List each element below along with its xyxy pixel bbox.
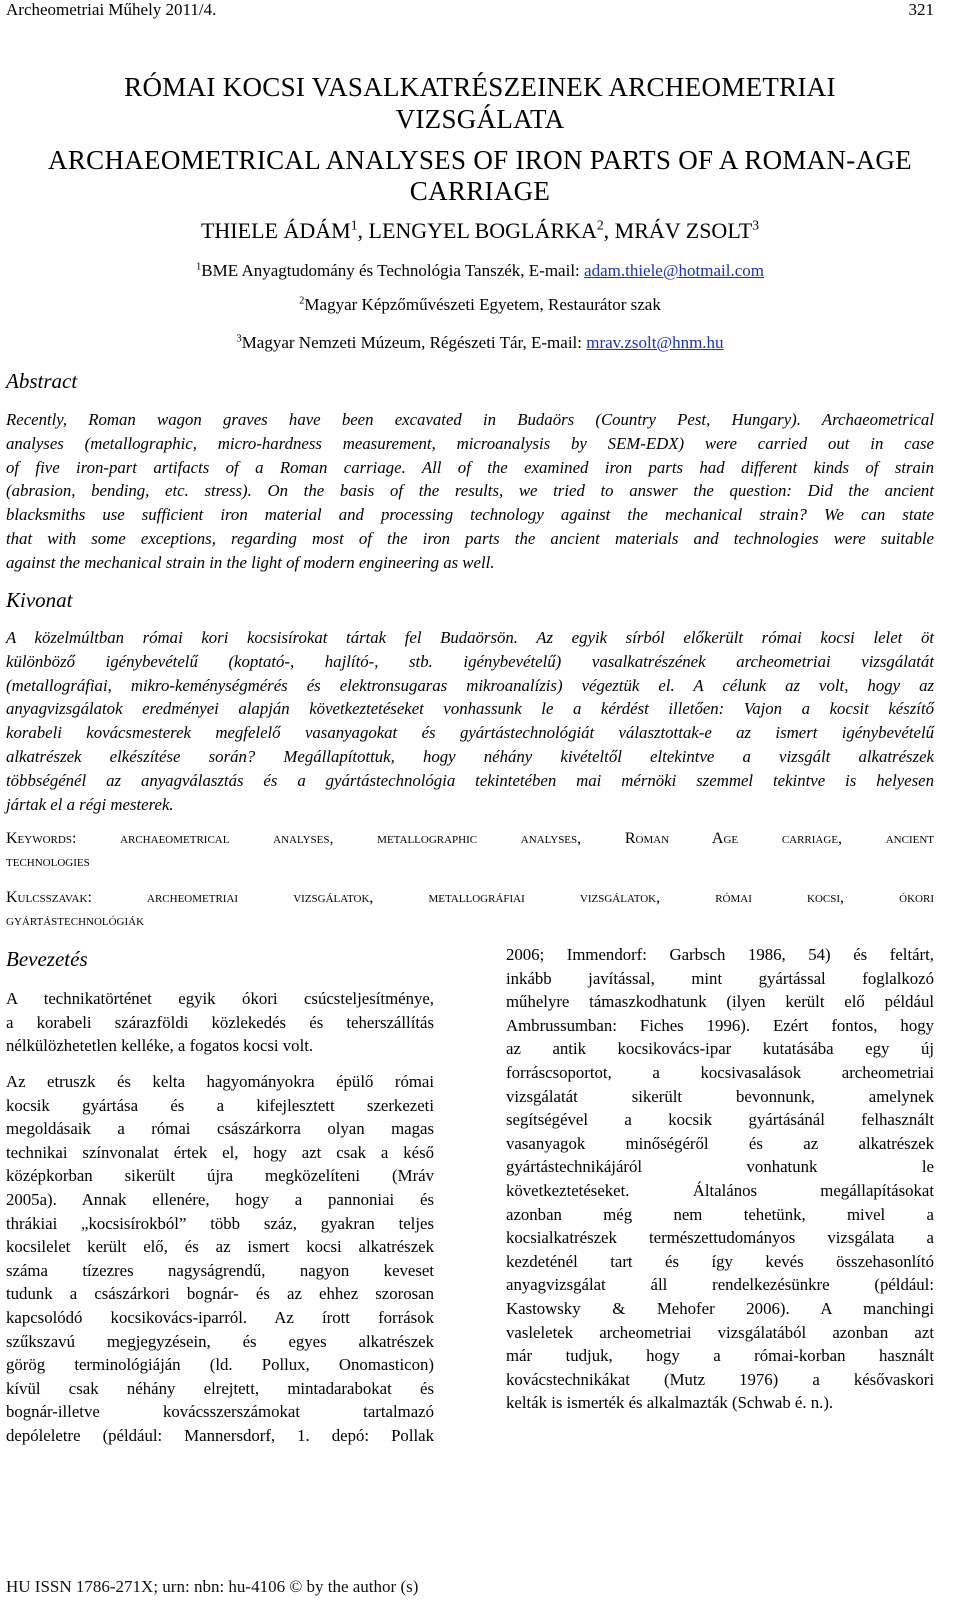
body-line: depóleletre (például: Mannersdorf, 1. depó: Pollak: [6, 1425, 434, 1445]
title-hu-line2: VIZSGÁLATA: [395, 104, 565, 134]
abstract-line: against the mechanical strain in the light of modern engineering as well.: [6, 552, 495, 572]
affiliation-2: [0, 295, 960, 315]
affiliation-text: Magyar Nemzeti Múzeum, Régészeti Tár, E-mail:: [241, 333, 587, 352]
body-line: kívül csak néhány elrejtett, mintadarabokat és: [6, 1378, 434, 1398]
body-line: bognár-illetve kovácsszerszámokat tartalmazó: [6, 1402, 434, 1422]
keywords-line: Kulcsszavak: archeometriai vizsgálatok, metallográfiai vizsgálatok, római kocsi, ókori: [6, 889, 934, 906]
body-line: görög terminológiáján (ld. Pollux, Onomasticon): [6, 1355, 434, 1375]
abstract-line: of five iron-part artifacts of a Roman carriage. All of the examined iron parts had different kinds of strain: [6, 457, 934, 477]
bevezetes-heading: Bevezetés: [6, 947, 88, 971]
body-line: forráscsoportot, a kocsivasalások archeometriai: [506, 1062, 934, 1082]
kivonat-line: többségénél az anyagválasztás és a gyártástechnológia tekintetében mai mérnöki szemmel tekintve is helyesen: [6, 770, 934, 790]
journal-header: Archeometriai Műhely 2011/4.: [6, 0, 217, 19]
kivonat-line: anyagvizsgálatok eredményei alapján következtetéseket vonhassunk le a kérdést illetően: Vajon a kocsit készítő: [6, 699, 934, 719]
affiliation-sup: 2: [299, 295, 305, 307]
affiliation-text: BME Anyagtudomány és Technológia Tanszék, E-mail:: [201, 261, 585, 280]
body-line: kocsialkatrészek természettudományos vizsgálata a: [506, 1228, 934, 1248]
body-line: technikai színvonalat értek el, hogy azt csak a késő: [6, 1142, 434, 1162]
affiliation-text: Magyar Képzőművészeti Egyetem, Restaurátor szak: [304, 295, 661, 314]
body-line: műhelyre támaszkodhatunk (ilyen került elő például: [506, 992, 934, 1012]
affiliation-3: [0, 333, 960, 353]
author-sup: 1: [350, 217, 358, 233]
body-line: azonban még nem tehetünk, mivel a: [506, 1204, 934, 1224]
keywords-line: technologies: [6, 853, 90, 870]
title-en-line1: ARCHAEOMETRICAL ANALYSES OF IRON PARTS OF A ROMAN-AGE: [48, 145, 912, 175]
keywords-line: Keywords: archaeometrical analyses, metallographic analyses, Roman Age carriage, ancient: [6, 830, 934, 847]
abstract-line: blacksmiths use sufficient iron material and processing technology against the mechanical strain? We can state: [6, 505, 934, 525]
body-line: kezdeténél tart és így kevés összehasonlító: [506, 1251, 934, 1271]
abstract-line: analyses (metallographic, micro-hardness measurement, microanalysis by SEM-EDX) were carried out in case: [6, 433, 934, 453]
body-line: Ambrussumban: Fiches 1996). Ezért fontos, hogy: [506, 1015, 934, 1035]
kivonat-body: [6, 626, 934, 816]
body-line: középkorban sikerült újra megközelíteni (Mráv: [6, 1166, 434, 1186]
body-line: inkább javítással, mint gyártással foglalkozó: [506, 968, 934, 988]
affiliation-sup: 1: [196, 261, 202, 273]
bevezetes-para1: [6, 987, 434, 1058]
abstract-line: Recently, Roman wagon graves have been excavated in Budaörs (Country Pest, Hungary). Archaeometrical: [6, 410, 934, 429]
bevezetes-col2: [506, 943, 934, 1415]
author-name: , MRÁV ZSOLT: [603, 218, 753, 243]
authors: [0, 218, 960, 244]
kivonat-line: jártak el a régi mesterek.: [6, 794, 174, 814]
body-line: kocsik gyártása és a kifejlesztett szerkezeti: [6, 1095, 434, 1115]
body-line: az antik kocsikovács-ipar kutatásába egy új: [506, 1039, 934, 1059]
body-line: vizsgálatát sikerült bevonnunk, amelynek: [506, 1086, 934, 1106]
kivonat-line: A közelmúltban római kori kocsisírokat tártak fel Budaörsön. Az egyik sírból előkerült római kocsi lelet öt: [6, 628, 934, 647]
body-line: Az etruszk és kelta hagyományokra épülő római: [6, 1072, 434, 1091]
abstract-heading: Abstract: [6, 369, 78, 393]
bevezetes-para2: [6, 1070, 434, 1448]
keywords-line: gyártástechnológiák: [6, 912, 145, 929]
body-line: gyártástechnikájáról vonhatunk le: [506, 1157, 934, 1177]
body-line: 2006; Immendorf: Garbsch 1986, 54) és feltárt,: [506, 945, 934, 964]
body-line: 2005a). Annak ellenére, hogy a pannoniai és: [6, 1189, 434, 1209]
abstract-line: that with some exceptions, regarding most of the iron parts the ancient materials and technologies were suitable: [6, 528, 934, 548]
body-line: a korabeli szárazföldi közlekedés és teherszállítás: [6, 1012, 434, 1032]
body-line: következtetéseket. Általános megállapításokat: [506, 1180, 934, 1200]
body-line: már tudjuk, hogy a római-korban használt: [506, 1346, 934, 1366]
body-line: A technikatörténet egyik ókori csúcsteljesítménye,: [6, 989, 434, 1008]
kivonat-line: különböző igénybevételű (koptató-, hajlító-, stb. igénybevételű) vasalkatrészének archeometriai vizsgálatát: [6, 651, 934, 671]
body-line: tudunk a császárkori bognár- és az ehhez szorosan: [6, 1284, 434, 1304]
author-sup: 3: [752, 217, 759, 233]
keywords-en: [6, 827, 934, 873]
body-line: Kastowsky & Mehofer 2006). A manchingi: [506, 1298, 934, 1318]
author-name: , LENGYEL BOGLÁRKA: [357, 218, 597, 243]
body-line: vasleletek archeometriai vizsgálatából azonban azt: [506, 1322, 934, 1342]
body-line: kocsilelet került elő, és az ismert kocsi alkatrészek: [6, 1237, 434, 1257]
email-link[interactable]: mrav.zsolt@hnm.hu: [586, 333, 724, 352]
kivonat-line: korabeli kovácsmesterek megfelelő vasanyagokat és gyártástechnológiát választottak-e az ismert igénybevételű: [6, 723, 934, 743]
body-line: szűkszavú megjegyzésein, és egyes alkatrészek: [6, 1331, 434, 1351]
abstract-line: (abrasion, bending, etc. stress). On the basis of the results, we tried to answer the question: Did the ancient: [6, 481, 934, 501]
body-line: kovácstechnikákat (Mutz 1976) a késővaskori: [506, 1369, 934, 1389]
body-line: segítségével a kocsik gyártásánál felhasznált: [506, 1110, 934, 1130]
body-line: nélkülözhetetlen kelléke, a fogatos kocsi volt.: [6, 1036, 314, 1056]
affiliation-1: [0, 261, 960, 281]
title-en-line2: CARRIAGE: [409, 176, 551, 206]
kivonat-heading: Kivonat: [6, 588, 73, 612]
email-link[interactable]: adam.thiele@hotmail.com: [584, 261, 764, 280]
body-line: anyagvizsgálat áll rendelkezésünkre (például:: [506, 1275, 934, 1295]
affiliation-sup: 3: [236, 333, 242, 345]
kivonat-line: alkatrészek elkészítése során? Megállapítottuk, hogy néhány kivételtől eltekintve a vizsgált alkatrészek: [6, 746, 934, 766]
title-hu-line1: RÓMAI KOCSI VASALKATRÉSZEINEK ARCHEOMETRIAI: [124, 72, 836, 102]
body-line: kelták is ismerték és alkalmazták (Schwab é. n.).: [506, 1393, 834, 1413]
author-sup: 2: [596, 217, 604, 233]
body-line: kapcsolódó kocsikovács-iparról. Az írott források: [6, 1307, 434, 1327]
author-name: THIELE ÁDÁM: [200, 218, 351, 243]
body-line: megoldásaik a római császárkorra olyan magas: [6, 1119, 434, 1139]
body-line: thrákiai „kocsisírokból” több száz, gyakran teljes: [6, 1213, 434, 1233]
keywords-hu: [6, 886, 934, 932]
body-line: vasanyagok minőségéről és az alkatrészek: [506, 1133, 934, 1153]
body-line: száma tízezres nagyságrendű, nagyon keveset: [6, 1260, 434, 1280]
kivonat-line: (metallográfiai, mikro-keménységmérés és elektronsugaras mikroanalízis) végeztük el. A célunk az volt, hogy az: [6, 675, 934, 695]
page-number: 321: [908, 0, 934, 19]
abstract-body: [6, 408, 934, 575]
footer-issn: HU ISSN 1786-271X; urn: nbn: hu-4106 © by the author (s): [6, 1577, 419, 1596]
